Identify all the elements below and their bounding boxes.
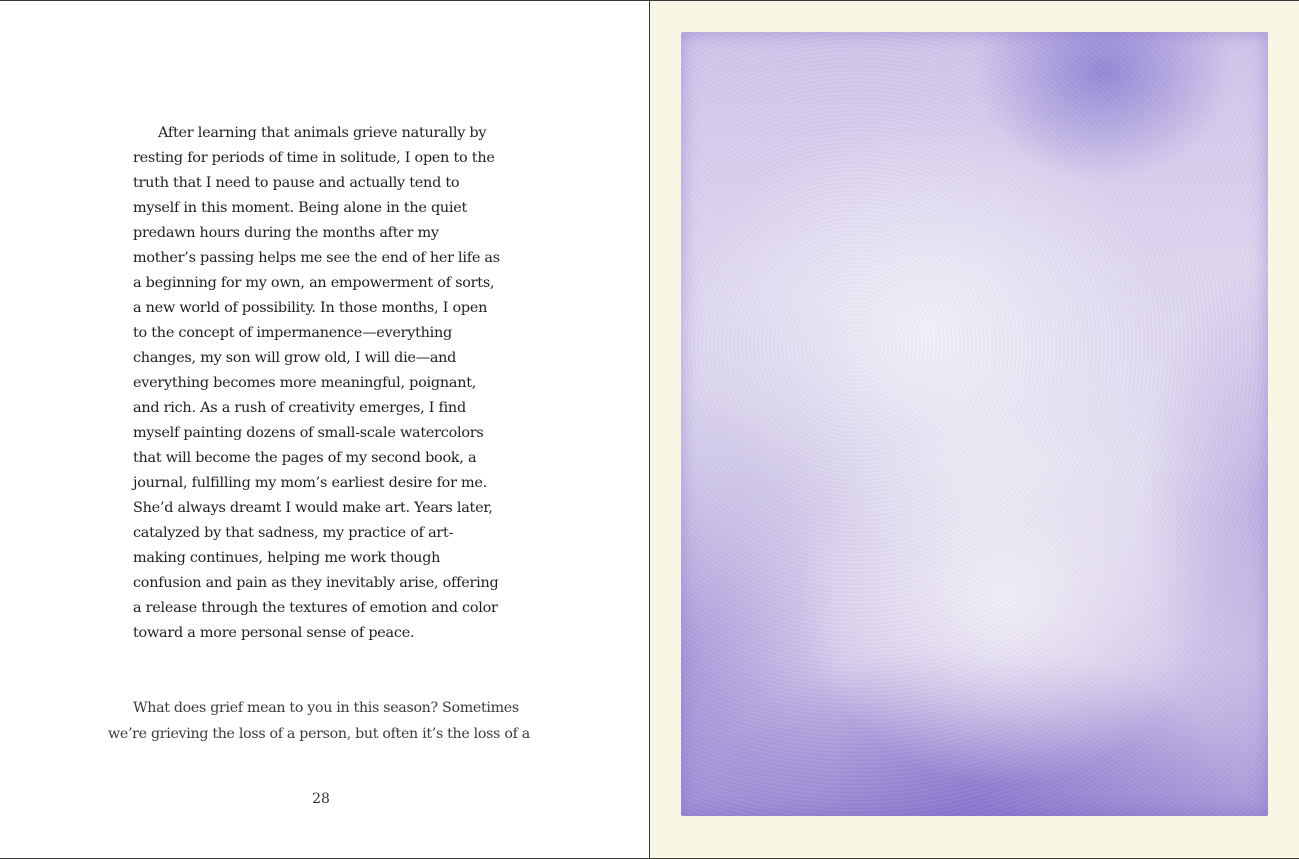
right-page <box>650 1 1299 858</box>
page-number: 28 <box>312 791 330 807</box>
watercolor-illustration <box>681 32 1268 816</box>
left-page <box>0 1 649 858</box>
body-paragraph: After learning that animals grieve naturally by resting for periods of time in solitude, I open to the truth that I need to pause and actually tend to myself in this moment. Being alone in the quiet predawn hours during the months after my mother’s passing helps me see the end of her life as a beginning for my own, an empowerment of sorts, a new world of possibility. In those months, I open to the concept of impermanence—everything changes, my son will grow old, I will die—and everything becomes more meaningful, poignant, and rich. As a rush of creativity emerges, I find myself painting dozens of small-scale watercolors that will become the pages of my second book, a journal, fulfilling my mom’s earliest desire for me. She’d always dreamt I would make art. Years later, catalyzed by that sadness, my practice of art-making continues, helping me work though confusion and pain as they inevitably arise, offering a release through the textures of emotion and color toward a more personal sense of peace. <box>133 125 500 641</box>
reflection-prompt: What does grief mean to you in this season? Sometimes we’re grieving the loss of a person, but often it’s the loss of a <box>108 700 530 742</box>
